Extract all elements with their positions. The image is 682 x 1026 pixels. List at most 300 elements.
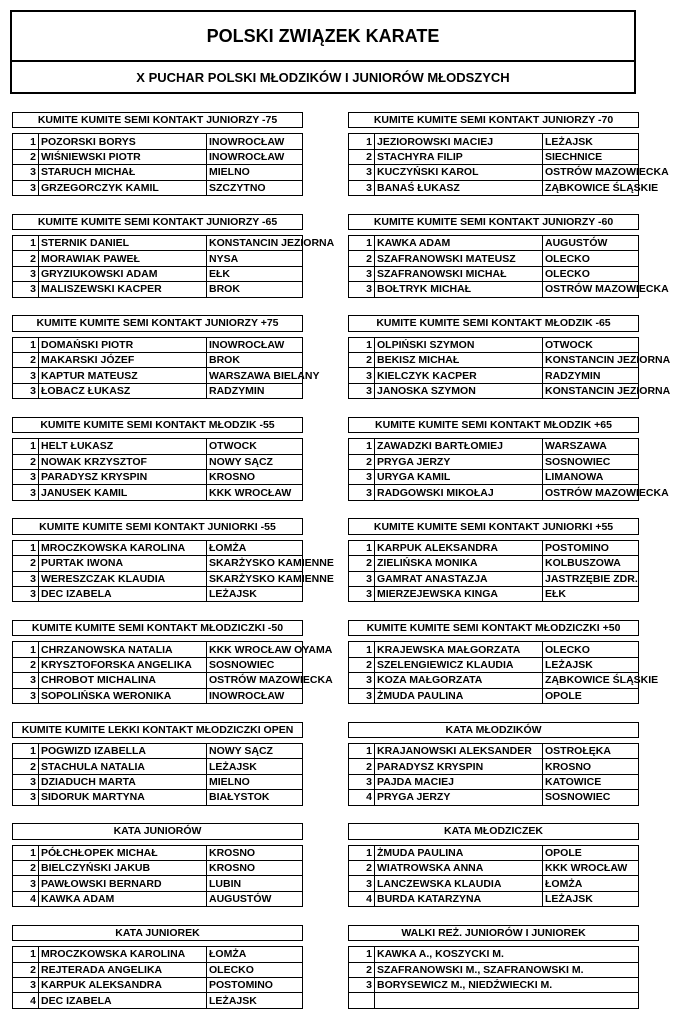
competitor-name: SZELENGIEWICZ KLAUDIA (375, 657, 543, 672)
table-row (13, 337, 303, 352)
competitor-name: DOMAŃSKI PIOTR (39, 337, 207, 352)
table-row (13, 962, 303, 977)
table-row (13, 688, 303, 703)
place-cell: 2 (349, 454, 375, 469)
club-name: LEŻAJSK (543, 891, 639, 906)
competitor-name: ŻMUDA PAULINA (375, 845, 543, 860)
results-table (12, 112, 303, 196)
table-row (349, 282, 639, 297)
competitor-name: KAWKA A., KOSZYCKI M. (375, 947, 639, 962)
club-name: POSTOMINO (543, 540, 639, 555)
competitor-name: WIATROWSKA ANNA (375, 860, 543, 875)
competitor-name: KAWKA ADAM (375, 235, 543, 250)
table-row (13, 845, 303, 860)
competitor-name: ŻMUDA PAULINA (375, 688, 543, 703)
place-cell: 3 (13, 977, 39, 992)
competitor-name: KRAJEWSKA MAŁGORZATA (375, 642, 543, 657)
club-name: KONSTANCIN JEZIORNA (543, 352, 639, 367)
competitor-name: DZIADUCH MARTA (39, 774, 207, 789)
category-title: KATA MŁODZIKÓW (349, 722, 639, 737)
results-table (12, 214, 335, 298)
club-name: POSTOMINO (207, 977, 303, 992)
competitor-name: MORAWIAK PAWEŁ (39, 251, 207, 266)
club-name: KROSNO (543, 759, 639, 774)
table-row (349, 352, 639, 367)
table-row (349, 571, 639, 586)
place-cell: 2 (349, 759, 375, 774)
table-row (13, 556, 303, 571)
place-cell: 3 (349, 774, 375, 789)
competitor-name: MAKARSKI JÓZEF (39, 352, 207, 367)
results-table (12, 417, 303, 501)
competitor-name: BOŁTRYK MICHAŁ (375, 282, 543, 297)
place-cell: 1 (349, 540, 375, 555)
page-subtitle: X PUCHAR POLSKI MŁODZIKÓW I JUNIORÓW MŁODSZYCH (10, 62, 636, 94)
place-cell: 3 (13, 266, 39, 281)
place-cell: 3 (349, 673, 375, 688)
category-title: KUMITE KUMITE SEMI KONTAKT MŁODZIK -65 (349, 316, 639, 331)
table-row (349, 180, 639, 195)
club-name: OTWOCK (543, 337, 639, 352)
competitor-name: RADGOWSKI MIKOŁAJ (375, 485, 543, 500)
club-name: OSTRÓW MAZOWIECKA (543, 165, 639, 180)
competitor-name: PAJDA MACIEJ (375, 774, 543, 789)
club-name: ZĄBKOWICE ŚLĄSKIE (543, 673, 639, 688)
category-title: KUMITE KUMITE SEMI KONTAKT JUNIORZY -70 (349, 113, 639, 128)
club-name: ŁOMŻA (543, 876, 639, 891)
table-row (349, 556, 639, 571)
place-cell: 3 (349, 266, 375, 281)
competitor-name: SOPOLIŃSKA WERONIKA (39, 688, 207, 703)
table-row (349, 586, 639, 601)
club-name: SZCZYTNO (207, 180, 303, 195)
place-cell: 1 (349, 235, 375, 250)
club-name: MIELNO (207, 165, 303, 180)
competitor-name: MROCZKOWSKA KAROLINA (39, 947, 207, 962)
competitor-name: PRYGA JERZY (375, 790, 543, 805)
table-row (13, 149, 303, 164)
competitor-name: SIDORUK MARTYNA (39, 790, 207, 805)
place-cell: 4 (349, 790, 375, 805)
results-table (12, 823, 303, 907)
table-row (13, 993, 303, 1008)
table-row (13, 657, 303, 672)
page-title: POLSKI ZWIĄZEK KARATE (10, 10, 636, 62)
competitor-name: LANCZEWSKA KLAUDIA (375, 876, 543, 891)
club-name: OSTRÓW MAZOWIECKA (543, 282, 639, 297)
table-row (349, 774, 639, 789)
club-name: SIECHNICE (543, 149, 639, 164)
club-name: INOWROCŁAW (207, 688, 303, 703)
table-row (13, 439, 303, 454)
table-row (13, 977, 303, 992)
competitor-name: KARPUK ALEKSANDRA (375, 540, 543, 555)
place-cell: 2 (13, 352, 39, 367)
place-cell: 2 (349, 352, 375, 367)
table-row (349, 439, 639, 454)
place-cell: 1 (349, 743, 375, 758)
place-cell: 3 (349, 180, 375, 195)
club-name: NYSA (207, 251, 303, 266)
club-name: RADZYMIN (543, 368, 639, 383)
table-row (349, 642, 639, 657)
club-name: SOSNOWIEC (207, 657, 303, 672)
competitor-name: JEZIOROWSKI MACIEJ (375, 134, 543, 149)
table-row (13, 469, 303, 484)
competitor-name: MALISZEWSKI KACPER (39, 282, 207, 297)
place-cell: 2 (13, 759, 39, 774)
competitor-name: PARADYSZ KRYSPIN (39, 469, 207, 484)
club-name: OSTRÓW MAZOWIECKA (207, 673, 303, 688)
club-name: NOWY SĄCZ (207, 743, 303, 758)
place-cell: 3 (349, 571, 375, 586)
table-row (349, 266, 639, 281)
results-table (348, 925, 639, 1009)
place-cell: 4 (13, 891, 39, 906)
competitor-name: CHRZANOWSKA NATALIA (39, 642, 207, 657)
table-row (349, 993, 639, 1008)
table-row (13, 876, 303, 891)
competitor-name: KARPUK ALEKSANDRA (39, 977, 207, 992)
place-cell: 3 (13, 790, 39, 805)
place-cell: 3 (13, 469, 39, 484)
competitor-name: DEC IZABELA (39, 586, 207, 601)
competitor-name: SZAFRANOWSKI MICHAŁ (375, 266, 543, 281)
club-name: WARSZAWA BIELANY (207, 368, 303, 383)
club-name: ŁOMŻA (207, 540, 303, 555)
competitor-name: ŁOBACZ ŁUKASZ (39, 383, 207, 398)
club-name: LEŻAJSK (207, 759, 303, 774)
table-row (13, 743, 303, 758)
place-cell: 3 (13, 673, 39, 688)
club-name: JASTRZĘBIE ZDR. (543, 571, 639, 586)
table-row (349, 845, 639, 860)
table-row (13, 165, 303, 180)
table-row (349, 251, 639, 266)
club-name: OSTROŁĘKA (543, 743, 639, 758)
club-name: OPOLE (543, 688, 639, 703)
competitor-name: OLPIŃSKI SZYMON (375, 337, 543, 352)
competitor-name: REJTERADA ANGELIKA (39, 962, 207, 977)
club-name: KKK WROCŁAW (543, 860, 639, 875)
place-cell: 2 (349, 251, 375, 266)
club-name: KROSNO (207, 845, 303, 860)
competitor-name: WIŚNIEWSKI PIOTR (39, 149, 207, 164)
place-cell: 2 (13, 657, 39, 672)
club-name: INOWROCŁAW (207, 337, 303, 352)
results-table (348, 315, 671, 399)
club-name: BIAŁYSTOK (207, 790, 303, 805)
table-row (13, 485, 303, 500)
competitor-name: PRYGA JERZY (375, 454, 543, 469)
club-name: EŁK (543, 586, 639, 601)
club-name: SOSNOWIEC (543, 454, 639, 469)
results-table (348, 823, 639, 907)
category-title: KUMITE KUMITE SEMI KONTAKT JUNIORKI +55 (349, 519, 639, 534)
category-title: KUMITE KUMITE SEMI KONTAKT MŁODZIK -55 (13, 417, 303, 432)
category-title: KUMITE KUMITE SEMI KONTAKT JUNIORZY -65 (13, 214, 303, 229)
competitor-name: GRZEGORCZYK KAMIL (39, 180, 207, 195)
competitor-name: KRYSZTOFORSKA ANGELIKA (39, 657, 207, 672)
place-cell: 3 (13, 368, 39, 383)
place-cell: 2 (13, 556, 39, 571)
competitor-name: ZIELIŃSKA MONIKA (375, 556, 543, 571)
competitor-name: KUCZYŃSKI KAROL (375, 165, 543, 180)
club-name: KKK WROCŁAW (207, 485, 303, 500)
competitor-name: POGWIZD IZABELLA (39, 743, 207, 758)
place-cell: 1 (13, 134, 39, 149)
club-name: EŁK (207, 266, 303, 281)
table-row (349, 947, 639, 962)
club-name: RADZYMIN (207, 383, 303, 398)
club-name: NOWY SĄCZ (207, 454, 303, 469)
club-name: OTWOCK (207, 439, 303, 454)
place-cell: 1 (13, 845, 39, 860)
competitor-name: GAMRAT ANASTAZJA (375, 571, 543, 586)
competitor-name: JANOSKA SZYMON (375, 383, 543, 398)
competitor-name: PURTAK IWONA (39, 556, 207, 571)
place-cell: 3 (349, 165, 375, 180)
place-cell: 1 (349, 439, 375, 454)
results-table (12, 518, 334, 602)
place-cell: 1 (13, 235, 39, 250)
competitor-name: PAWŁOWSKI BERNARD (39, 876, 207, 891)
results-table (348, 214, 669, 298)
place-cell: 1 (13, 439, 39, 454)
club-name: OLECKO (543, 642, 639, 657)
table-row (13, 947, 303, 962)
place-cell (349, 993, 375, 1008)
table-row (13, 759, 303, 774)
competitor-name: STACHYRA FILIP (375, 149, 543, 164)
place-cell: 3 (349, 469, 375, 484)
club-name: ZĄBKOWICE ŚLĄSKIE (543, 180, 639, 195)
club-name: OLECKO (207, 962, 303, 977)
results-table (348, 417, 669, 501)
table-row (13, 891, 303, 906)
results-table (12, 722, 303, 806)
club-name: SKARŻYSKO KAMIENNE (207, 571, 303, 586)
category-title: KUMITE KUMITE SEMI KONTAKT JUNIORKI -55 (13, 519, 303, 534)
results-table (12, 315, 320, 399)
club-name: LEŻAJSK (543, 657, 639, 672)
competitor-name: BURDA KATARZYNA (375, 891, 543, 906)
table-row (349, 891, 639, 906)
table-row (349, 235, 639, 250)
place-cell: 3 (13, 774, 39, 789)
club-name: KONSTANCIN JEZIORNA (207, 235, 303, 250)
competitor-name: ZAWADZKI BARTŁOMIEJ (375, 439, 543, 454)
table-row (13, 235, 303, 250)
place-cell: 1 (349, 642, 375, 657)
table-row (13, 790, 303, 805)
competitor-name: KRAJANOWSKI ALEKSANDER (375, 743, 543, 758)
club-name: KROSNO (207, 469, 303, 484)
competitor-name: BANAŚ ŁUKASZ (375, 180, 543, 195)
place-cell: 4 (13, 993, 39, 1008)
club-name: OLECKO (543, 251, 639, 266)
club-name: AUGUSTÓW (207, 891, 303, 906)
place-cell: 3 (349, 688, 375, 703)
place-cell: 2 (13, 962, 39, 977)
category-title: KUMITE KUMITE SEMI KONTAKT JUNIORZY -60 (349, 214, 639, 229)
club-name: BROK (207, 352, 303, 367)
place-cell: 2 (13, 149, 39, 164)
club-name: KONSTANCIN JEZIORNA (543, 383, 639, 398)
club-name: LIMANOWA (543, 469, 639, 484)
competitor-name: KIELCZYK KACPER (375, 368, 543, 383)
club-name: KATOWICE (543, 774, 639, 789)
table-row (349, 673, 639, 688)
place-cell: 3 (349, 485, 375, 500)
table-row (13, 774, 303, 789)
competitor-name: KAWKA ADAM (39, 891, 207, 906)
place-cell: 3 (13, 383, 39, 398)
category-title: KUMITE KUMITE SEMI KONTAKT MŁODZICZKI -50 (13, 620, 303, 635)
competitor-name: CHROBOT MICHALINA (39, 673, 207, 688)
table-row (13, 673, 303, 688)
place-cell: 3 (13, 485, 39, 500)
competitor-name (375, 993, 639, 1008)
category-title: KATA JUNIORÓW (13, 824, 303, 839)
place-cell: 1 (13, 540, 39, 555)
place-cell: 3 (13, 282, 39, 297)
competitor-name: BIELCZYŃSKI JAKUB (39, 860, 207, 875)
results-table (348, 722, 639, 806)
place-cell: 3 (349, 368, 375, 383)
club-name: OLECKO (543, 266, 639, 281)
place-cell: 3 (13, 571, 39, 586)
competitor-name: NOWAK KRZYSZTOF (39, 454, 207, 469)
place-cell: 2 (13, 860, 39, 875)
competitor-name: SZAFRANOWSKI MATEUSZ (375, 251, 543, 266)
competitor-name: POZORSKI BORYS (39, 134, 207, 149)
competitor-name: STARUCH MICHAŁ (39, 165, 207, 180)
table-row (13, 383, 303, 398)
competitor-name: MIERZEJEWSKA KINGA (375, 586, 543, 601)
table-row (13, 586, 303, 601)
club-name: KKK WROCŁAW OYAMA (207, 642, 303, 657)
table-row (13, 642, 303, 657)
club-name: INOWROCŁAW (207, 134, 303, 149)
club-name: LEŻAJSK (207, 586, 303, 601)
club-name: SKARŻYSKO KAMIENNE (207, 556, 303, 571)
competitor-name: BEKISZ MICHAŁ (375, 352, 543, 367)
place-cell: 2 (13, 251, 39, 266)
place-cell: 2 (349, 149, 375, 164)
competitor-name: BORYSEWICZ M., NIEDŹWIECKI M. (375, 977, 639, 992)
table-row (13, 860, 303, 875)
table-row (349, 469, 639, 484)
competitor-name: WERESZCZAK KLAUDIA (39, 571, 207, 586)
club-name: SOSNOWIEC (543, 790, 639, 805)
place-cell: 3 (13, 180, 39, 195)
results-table (12, 925, 303, 1009)
place-cell: 2 (349, 860, 375, 875)
table-row (349, 977, 639, 992)
club-name: LUBIN (207, 876, 303, 891)
club-name: INOWROCŁAW (207, 149, 303, 164)
club-name: KOLBUSZOWA (543, 556, 639, 571)
table-row (13, 368, 303, 383)
category-title: KUMITE KUMITE SEMI KONTAKT MŁODZIK +65 (349, 417, 639, 432)
competitor-name: PARADYSZ KRYSPIN (375, 759, 543, 774)
place-cell: 3 (349, 876, 375, 891)
category-title: KUMITE KUMITE SEMI KONTAKT JUNIORZY +75 (13, 316, 303, 331)
club-name: LEŻAJSK (207, 993, 303, 1008)
place-cell: 1 (349, 337, 375, 352)
club-name: AUGUSTÓW (543, 235, 639, 250)
place-cell: 1 (13, 743, 39, 758)
place-cell: 3 (349, 282, 375, 297)
table-row (349, 337, 639, 352)
club-name: WARSZAWA (543, 439, 639, 454)
results-grid (12, 112, 671, 1026)
competitor-name: STERNIK DANIEL (39, 235, 207, 250)
place-cell: 1 (13, 642, 39, 657)
table-row (13, 571, 303, 586)
table-row (349, 149, 639, 164)
competitor-name: KAPTUR MATEUSZ (39, 368, 207, 383)
place-cell: 2 (13, 454, 39, 469)
competitor-name: URYGA KAMIL (375, 469, 543, 484)
place-cell: 2 (349, 657, 375, 672)
results-table (348, 112, 669, 196)
competitor-name: STACHULA NATALIA (39, 759, 207, 774)
competitor-name: MROCZKOWSKA KAROLINA (39, 540, 207, 555)
table-row (349, 454, 639, 469)
category-title: KUMITE KUMITE LEKKI KONTAKT MŁODZICZKI OPEN (13, 722, 303, 737)
table-row (349, 962, 639, 977)
competitor-name: JANUSEK KAMIL (39, 485, 207, 500)
club-name: BROK (207, 282, 303, 297)
place-cell: 2 (349, 556, 375, 571)
table-row (349, 383, 639, 398)
table-row (349, 485, 639, 500)
place-cell: 1 (349, 134, 375, 149)
table-row (349, 657, 639, 672)
table-row (13, 180, 303, 195)
place-cell: 3 (13, 586, 39, 601)
place-cell: 1 (349, 947, 375, 962)
table-row (13, 251, 303, 266)
place-cell: 3 (13, 165, 39, 180)
club-name: OPOLE (543, 845, 639, 860)
table-row (349, 688, 639, 703)
table-row (349, 165, 639, 180)
place-cell: 1 (13, 947, 39, 962)
table-row (13, 134, 303, 149)
table-row (349, 368, 639, 383)
place-cell: 2 (349, 962, 375, 977)
table-row (349, 134, 639, 149)
category-title: KATA JUNIOREK (13, 925, 303, 940)
place-cell: 3 (13, 876, 39, 891)
place-cell: 4 (349, 891, 375, 906)
club-name: KROSNO (207, 860, 303, 875)
category-title: KUMITE KUMITE SEMI KONTAKT JUNIORZY -75 (13, 113, 303, 128)
place-cell: 3 (349, 977, 375, 992)
table-row (349, 540, 639, 555)
table-row (349, 743, 639, 758)
table-row (13, 266, 303, 281)
place-cell: 3 (13, 688, 39, 703)
competitor-name: DEC IZABELA (39, 993, 207, 1008)
place-cell: 1 (349, 845, 375, 860)
results-table (348, 620, 659, 704)
category-title: WALKI REŻ. JUNIORÓW I JUNIOREK (349, 925, 639, 940)
results-table (12, 620, 333, 704)
